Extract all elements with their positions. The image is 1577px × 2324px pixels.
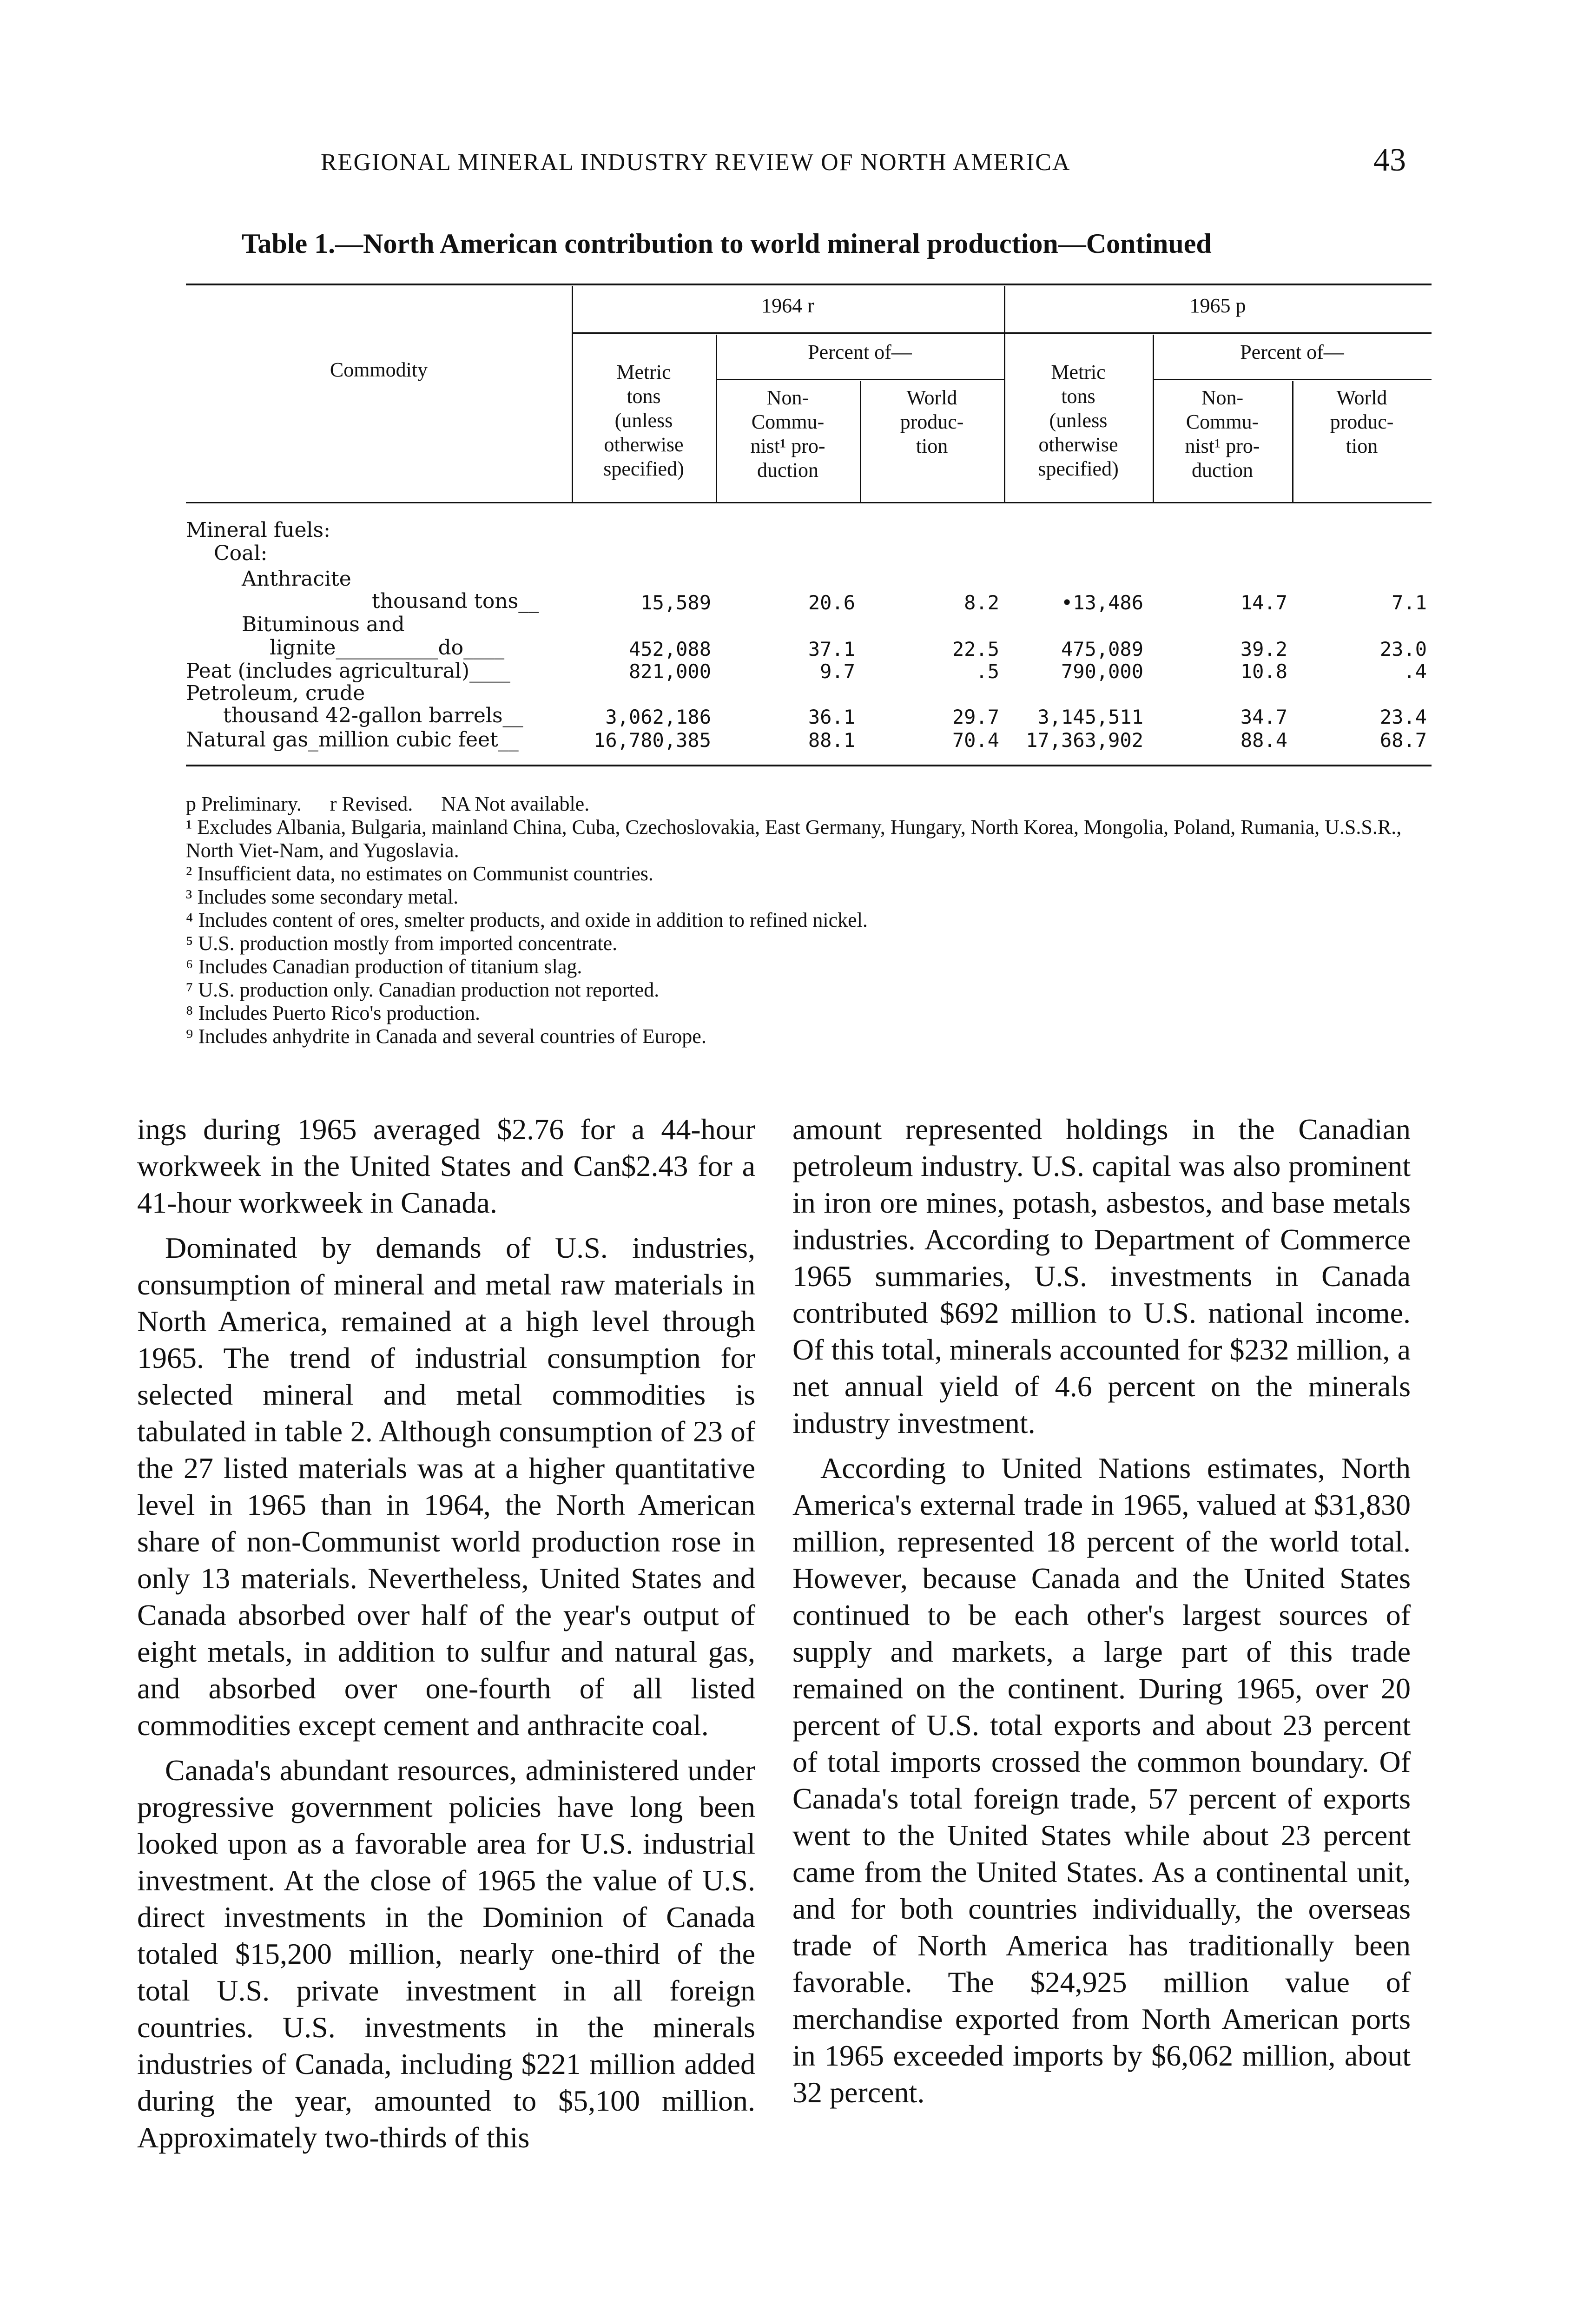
cell-tons-1965: 3,145,511 <box>1037 706 1143 728</box>
footnote-4: ⁴ Includes content of ores, smelter products, and oxide in addition to refined nickel. <box>186 909 868 931</box>
cell-tons-1964: 15,589 <box>640 591 711 614</box>
row-sublabel: thousand tons__ <box>372 589 539 613</box>
cell-world-1964: 22.5 <box>952 638 999 660</box>
cell-world-1964: .5 <box>976 660 999 683</box>
paragraph: Canada's abundant resources, administered under progressive government policies have long been looked upon as a favorable area for U.S. industrial investment. At the close of 1965 the value of U.S. direct investments in the Dominion of Canada totaled $15,200 million, nearly one-third of the total U.S. private investment in all foreign countries. U.S. investments in the minerals industries of Canada, including $221 million added during the year, amounted to $5,100 million. Approximately two-thirds of this <box>137 1754 755 2154</box>
cell-tons-1964: 3,062,186 <box>605 706 711 728</box>
footnote-revised: r Revised. <box>330 792 413 815</box>
footnote-7: ⁷ U.S. production only. Canadian production not reported. <box>186 978 660 1001</box>
footnote-6: ⁶ Includes Canadian production of titanium slag. <box>186 955 582 978</box>
header-1965: 1965 p <box>1189 294 1246 317</box>
cell-nc-1965: 10.8 <box>1240 660 1287 683</box>
cell-tons-1965: 790,000 <box>1061 660 1143 683</box>
cell-nc-1965: 39.2 <box>1240 638 1287 660</box>
header-bottom-rule <box>186 502 1432 503</box>
cell-nc-1964: 36.1 <box>808 706 855 728</box>
table-top-rule <box>186 284 1432 285</box>
year-rule <box>572 332 1432 334</box>
row-sublabel: thousand 42-gallon barrels__ <box>223 704 523 727</box>
cell-tons-1964: 821,000 <box>628 660 711 683</box>
cell-nc-1964: 37.1 <box>808 638 855 660</box>
header-metric-tons-1965: Metric tons (unless otherwise specified) <box>1038 361 1119 480</box>
footnote-preliminary: p Preliminary. <box>186 792 302 815</box>
body-left-column <box>137 1111 755 2164</box>
footnote-legend <box>186 792 1432 816</box>
footnote-not-available: NA Not available. <box>441 792 590 815</box>
cell-world-1965: .4 <box>1403 660 1427 683</box>
production-table <box>0 0 1577 790</box>
row-label: Natural gas_million cubic feet__ <box>186 728 519 752</box>
header-1964: 1964 r <box>761 294 814 317</box>
percent-rule-1965 <box>1153 379 1432 380</box>
table-footnotes <box>186 792 1432 1048</box>
cell-tons-1965: 475,089 <box>1061 638 1143 660</box>
cell-tons-1964: 16,780,385 <box>594 729 711 752</box>
header-world-production-1965: World produc- tion <box>1330 386 1394 457</box>
row-label: Anthracite <box>242 567 351 591</box>
section-mineral-fuels: Mineral fuels: <box>186 518 330 542</box>
footnote-3: ³ Includes some secondary metal. <box>186 885 459 908</box>
header-commodity: Commodity <box>330 358 428 381</box>
header-metric-tons-1964: Metric tons (unless otherwise specified) <box>603 361 684 480</box>
footnote-8: ⁸ Includes Puerto Rico's production. <box>186 1002 481 1024</box>
running-title: REGIONAL MINERAL INDUSTRY REVIEW OF NORTH AMERICA <box>321 149 1071 176</box>
table-caption: Table 1.—North American contribution to world mineral production—Continued <box>242 228 1212 259</box>
cell-world-1965: 7.1 <box>1392 591 1427 614</box>
cell-tons-1964: 452,088 <box>628 638 711 660</box>
percent-rule-1964 <box>716 379 1004 380</box>
paragraph: According to United Nations estimates, North America's external trade in 1965, valued at $31,830 million, represented 18 percent of the world total. However, because Canada and the United States continued to be each other's largest sources of supply and markets, a large part of this trade remained on the continent. During 1965, over 20 percent of U.S. total exports and about 23 percent of total imports crossed the common boundary. Of Canada's total foreign trade, 57 percent of exports went to the United States while about 23 percent came from the United States. As a continental unit, and for both countries individually, the overseas trade of North America has traditionally been favorable. The $24,925 million value of merchandise exported from North American ports in 1965 exceeded imports by $6,062 million, about 32 percent. <box>792 1452 1411 2109</box>
cell-nc-1964: 9.7 <box>820 660 855 683</box>
row-label: Bituminous and <box>242 613 405 636</box>
cell-tons-1965: •13,486 <box>1061 591 1143 614</box>
section-coal: Coal: <box>214 541 268 565</box>
cell-world-1965: 68.7 <box>1379 729 1427 752</box>
header-non-communist-1964: Non- Commu- nist¹ pro- duction <box>750 386 825 482</box>
header-non-communist-1965: Non- Commu- nist¹ pro- duction <box>1185 386 1260 482</box>
table-bottom-rule <box>186 765 1432 766</box>
cell-nc-1965: 14.7 <box>1240 591 1287 614</box>
cell-nc-1965: 88.4 <box>1240 729 1287 752</box>
cell-tons-1965: 17,363,902 <box>1026 729 1143 752</box>
row-sublabel: lignite__________do____ <box>270 636 505 660</box>
row-label: Petroleum, crude <box>186 681 365 705</box>
row-label: Peat (includes agricultural)____ <box>186 659 511 683</box>
page-number: 43 <box>1373 142 1406 178</box>
header-percent-of-1964: Percent of— <box>808 341 912 363</box>
cell-nc-1964: 88.1 <box>808 729 855 752</box>
cell-world-1965: 23.4 <box>1379 706 1427 728</box>
footnote-5: ⁵ U.S. production mostly from imported concentrate. <box>186 932 618 955</box>
cell-world-1965: 23.0 <box>1379 638 1427 660</box>
header-percent-of-1965: Percent of— <box>1240 341 1344 363</box>
paragraph: ings during 1965 averaged $2.76 for a 44-hour workweek in the United States and Can$2.43 for a 41-hour workweek in Canada. <box>137 1113 755 1219</box>
cell-nc-1964: 20.6 <box>808 591 855 614</box>
cell-world-1964: 8.2 <box>964 591 999 614</box>
footnote-1: ¹ Excludes Albania, Bulgaria, mainland China, Cuba, Czechoslovakia, East Germany, Hungary, North Korea, Mongolia, Poland, Rumania, U.S.S.R., North Viet-Nam, and Yugoslavia. <box>186 816 1402 862</box>
header-world-production-1964: World produc- tion <box>900 386 964 457</box>
footnote-2: ² Insufficient data, no estimates on Communist countries. <box>186 862 653 885</box>
cell-nc-1965: 34.7 <box>1240 706 1287 728</box>
footnote-9: ⁹ Includes anhydrite in Canada and several countries of Europe. <box>186 1025 706 1048</box>
paragraph: amount represented holdings in the Canadian petroleum industry. U.S. capital was also prominent in iron ore mines, potash, asbestos, and base metals industries. According to Department of Commerce 1965 summaries, U.S. investments in Canada contributed $692 million to U.S. national income. Of this total, minerals accounted for $232 million, a net annual yield of 4.6 percent on the minerals industry investment. <box>792 1113 1411 1439</box>
paragraph: Dominated by demands of U.S. industries, consumption of mineral and metal raw materials in North America, remained at a high level through 1965. The trend of industrial consumption for selected mineral and metal commodities is tabulated in table 2. Although consumption of 23 of the 27 listed materials was at a higher quantitative level in 1965 than in 1964, the North American share of non-Communist world production rose in only 13 materials. Nevertheless, United States and Canada absorbed over half of the year's output of eight metals, in addition to sulfur and natural gas, and absorbed over one-fourth of all listed commodities except cement and anthracite coal. <box>137 1231 755 1742</box>
cell-world-1964: 29.7 <box>952 706 999 728</box>
cell-world-1964: 70.4 <box>952 729 999 752</box>
body-right-column <box>792 1111 1411 2119</box>
